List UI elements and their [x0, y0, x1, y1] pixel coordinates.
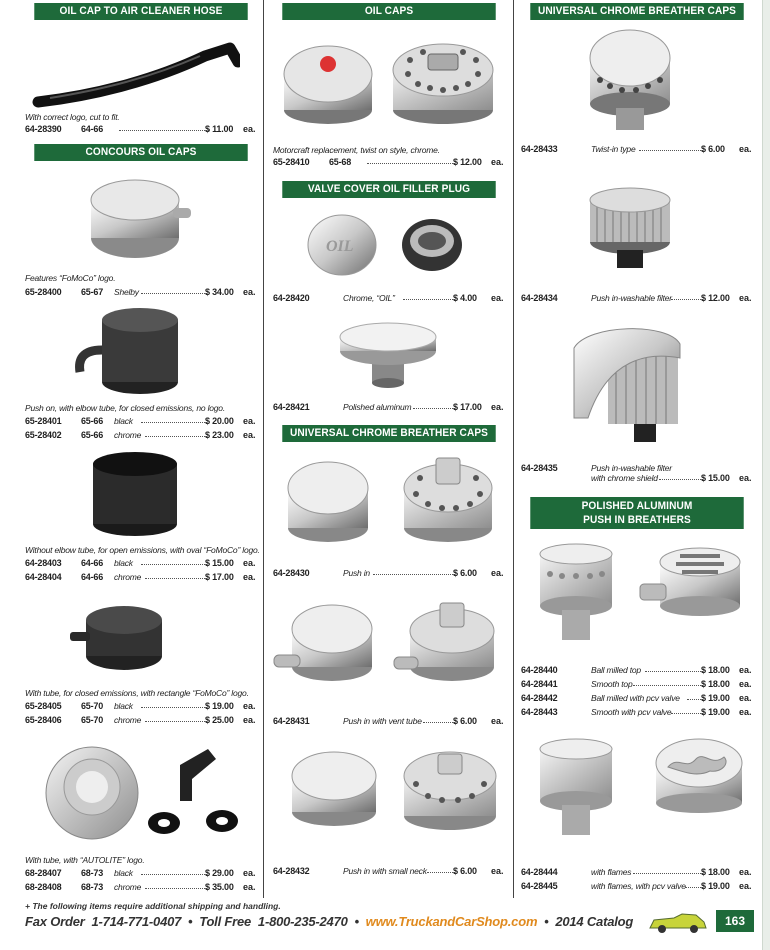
product-row [521, 664, 753, 676]
unit: ea. [243, 882, 256, 892]
leader-dots [367, 156, 455, 164]
leader-dots [145, 881, 207, 889]
price: $ 15.00 [205, 558, 234, 568]
variant: Push in with small neck [343, 866, 427, 876]
year-range: 64-66 [81, 124, 104, 134]
year-range: 65-66 [81, 416, 104, 426]
variant: Polished aluminum [343, 402, 412, 412]
variant: Twist-in type [591, 144, 636, 154]
price: $ 23.00 [205, 430, 234, 440]
variant: Smooth with pcv valve [591, 707, 672, 717]
price: $ 25.00 [205, 715, 234, 725]
product-row [25, 557, 257, 569]
product-row [25, 571, 257, 583]
product-row [273, 401, 505, 413]
product-row [521, 880, 753, 892]
leader-dots [633, 866, 703, 874]
price-value: 17.00 [212, 572, 234, 582]
price-value: 19.00 [708, 881, 730, 891]
unit: ea. [491, 293, 504, 303]
separator: • [354, 914, 359, 929]
leader-dots [373, 567, 455, 575]
price: $ 12.00 [701, 293, 730, 303]
leader-dots [141, 286, 207, 294]
product-row [273, 865, 505, 877]
product-row [273, 156, 505, 168]
section-header-breather-col2: UNIVERSAL CHROME BREATHER CAPS [282, 425, 495, 442]
product-row [25, 867, 257, 879]
unit: ea. [243, 715, 256, 725]
footer-contact [25, 914, 633, 929]
variant: Push in with vent tube [343, 716, 422, 726]
product-row [521, 692, 753, 704]
unit: ea. [243, 868, 256, 878]
unit: ea. [243, 416, 256, 426]
breather-vent-tube-image [272, 595, 504, 695]
leader-dots [141, 415, 207, 423]
part-number: 64-28404 [25, 572, 62, 582]
leader-dots [423, 715, 455, 723]
leader-dots [119, 123, 209, 131]
column-divider-1 [263, 0, 264, 898]
part-number: 64-28420 [273, 293, 310, 303]
price-value: 15.00 [708, 473, 730, 483]
shipping-note-text: The following items require additional shipping and handling. [32, 901, 281, 911]
part-number: 64-28421 [273, 402, 310, 412]
variant: Ball milled with pcv valve [591, 693, 680, 703]
concours-cap-elbow-image [72, 300, 192, 400]
variant: chrome [114, 715, 142, 725]
oil-cap-twist-image [278, 30, 503, 130]
oil-caps-desc: Motorcraft replacement, twist on style, chrome. [273, 145, 440, 155]
price-value: 34.00 [212, 287, 234, 297]
price: $ 35.00 [205, 882, 234, 892]
unit: ea. [491, 402, 504, 412]
concours-cap-tube-image [68, 592, 168, 678]
leader-dots [427, 865, 455, 873]
price: $ 19.00 [701, 881, 730, 891]
product-row [25, 415, 257, 427]
toll-free-number[interactable]: 1-800-235-2470 [257, 914, 348, 929]
part-number: 65-28400 [25, 287, 62, 297]
shipping-note [25, 901, 281, 911]
truck-logo-icon [648, 912, 708, 934]
unit: ea. [491, 568, 504, 578]
product-row [521, 678, 753, 690]
page-edge-stripe [762, 0, 770, 950]
part-number: 64-28444 [521, 867, 558, 877]
price-value: 18.00 [708, 679, 730, 689]
product-row [25, 429, 257, 441]
shipping-note-symbol: + [25, 901, 30, 911]
leader-dots [145, 571, 207, 579]
leader-dots [671, 292, 703, 300]
unit: ea. [491, 716, 504, 726]
product-row [273, 292, 505, 304]
part-number: 64-28430 [273, 568, 310, 578]
variant: Chrome, “OIL” [343, 293, 395, 303]
year-range: 64-66 [81, 558, 104, 568]
variant: Shelby [114, 287, 139, 297]
price-value: 12.00 [460, 157, 482, 167]
section-header-hose: OIL CAP TO AIR CLEANER HOSE [34, 3, 247, 20]
variant: Push in-washable filter [591, 293, 672, 303]
product-row [25, 881, 257, 893]
concours-desc-3: Without elbow tube, for open emissions, with oval “FoMoCo” logo. [25, 545, 260, 555]
price-value: 18.00 [708, 867, 730, 877]
price: $ 11.00 [205, 124, 234, 134]
part-number: 64-28435 [521, 463, 558, 473]
price: $ 18.00 [701, 665, 730, 675]
product-row [273, 567, 505, 579]
variant: chrome [114, 882, 142, 892]
page-number: 163 [716, 910, 754, 932]
price: $ 19.00 [701, 693, 730, 703]
part-number: 64-28390 [25, 124, 62, 134]
price: $ 17.00 [205, 572, 234, 582]
variant: black [114, 868, 133, 878]
unit: ea. [739, 144, 752, 154]
unit: ea. [739, 293, 752, 303]
fax-number[interactable]: 1-714-771-0407 [91, 914, 182, 929]
product-row [25, 714, 257, 726]
price: $ 19.00 [701, 707, 730, 717]
concours-desc-5: With tube, with “AUTOLITE” logo. [25, 855, 145, 865]
leader-dots [639, 143, 703, 151]
year-range: 65-68 [329, 157, 352, 167]
website-link[interactable]: www.TruckandCarShop.com [365, 914, 538, 929]
concours-desc-1: Features “FoMoCo” logo. [25, 273, 116, 283]
leader-dots [633, 678, 703, 686]
toll-free-label: Toll Free [199, 914, 252, 929]
aluminum-breather-ball-milled-image [526, 540, 754, 650]
section-header-valve-cover: VALVE COVER OIL FILLER PLUG [282, 181, 495, 198]
section-header-concours: CONCOURS OIL CAPS [34, 144, 247, 161]
leader-dots [141, 867, 207, 875]
part-number: 65-28406 [25, 715, 62, 725]
breather-twist-in-image [580, 24, 680, 139]
unit: ea. [739, 473, 752, 483]
part-number: 64-28403 [25, 558, 62, 568]
price-value: 19.00 [708, 693, 730, 703]
section-header-oil-caps: OIL CAPS [282, 3, 495, 20]
price-value: 12.00 [708, 293, 730, 303]
breather-chrome-shield-image [568, 318, 688, 448]
breather-small-neck-image [282, 742, 504, 842]
price: $ 6.00 [701, 144, 725, 154]
variant: chrome [114, 430, 142, 440]
product-row [25, 700, 257, 712]
price-value: 29.00 [212, 868, 234, 878]
product-row-cont [521, 472, 753, 484]
leader-dots [141, 557, 207, 565]
variant: black [114, 558, 133, 568]
concours-desc-2: Push on, with elbow tube, for closed emissions, no logo. [25, 403, 226, 413]
concours-cap-open-image [85, 446, 185, 542]
section-header-polished-aluminum [530, 497, 743, 529]
fax-label: Fax Order [25, 914, 85, 929]
unit: ea. [243, 287, 256, 297]
product-row [521, 143, 753, 155]
concours-desc-4: With tube, for closed emissions, with rectangle “FoMoCo” logo. [25, 688, 249, 698]
unit: ea. [739, 707, 752, 717]
price: $ 19.00 [205, 701, 234, 711]
unit: ea. [739, 867, 752, 877]
unit: ea. [491, 157, 504, 167]
part-number: 64-28443 [521, 707, 558, 717]
product-row [25, 286, 257, 298]
unit: ea. [491, 866, 504, 876]
price-value: 25.00 [212, 715, 234, 725]
plug-oil-text: OIL [326, 238, 354, 255]
concours-cap-shelby-image [85, 168, 195, 268]
price-value: 15.00 [212, 558, 234, 568]
price-value: 6.00 [460, 866, 477, 876]
variant: Push in-washable filter [591, 463, 672, 473]
price: $ 18.00 [701, 679, 730, 689]
unit: ea. [739, 679, 752, 689]
year-range: 68-73 [81, 882, 104, 892]
variant: black [114, 416, 133, 426]
part-number: 65-28410 [273, 157, 310, 167]
price-value: 6.00 [460, 716, 477, 726]
price: $ 6.00 [453, 866, 477, 876]
price-value: 35.00 [212, 882, 234, 892]
year-range: 65-70 [81, 715, 104, 725]
price: $ 12.00 [453, 157, 482, 167]
unit: ea. [243, 572, 256, 582]
price-value: 23.00 [212, 430, 234, 440]
valve-cover-plug-aluminum-image [338, 315, 438, 390]
leader-dots [413, 401, 455, 409]
product-row [521, 866, 753, 878]
variant: with flames [591, 867, 632, 877]
price-value: 11.00 [212, 124, 234, 134]
price: $ 29.00 [205, 868, 234, 878]
column-divider-2 [513, 0, 514, 898]
year-range: 64-66 [81, 572, 104, 582]
price: $ 17.00 [453, 402, 482, 412]
part-number: 68-28408 [25, 882, 62, 892]
price-value: 17.00 [460, 402, 482, 412]
part-number: 65-28401 [25, 416, 62, 426]
product-row [521, 292, 753, 304]
part-number: 68-28407 [25, 868, 62, 878]
variant-line2: with chrome shield [591, 473, 658, 483]
year-range: 65-66 [81, 430, 104, 440]
year-range: 65-70 [81, 701, 104, 711]
part-number: 64-28445 [521, 881, 558, 891]
price: $ 6.00 [453, 716, 477, 726]
leader-dots [141, 700, 207, 708]
unit: ea. [739, 665, 752, 675]
separator: • [544, 914, 549, 929]
leader-dots [145, 429, 207, 437]
leader-dots [671, 706, 703, 714]
hose-desc: With correct logo, cut to fit. [25, 112, 120, 122]
year-range: 68-73 [81, 868, 104, 878]
price-value: 19.00 [708, 707, 730, 717]
unit: ea. [243, 430, 256, 440]
variant: black [114, 701, 133, 711]
variant: Ball milled top [591, 665, 641, 675]
price: $ 34.00 [205, 287, 234, 297]
variant: Push in [343, 568, 370, 578]
year-range: 65-67 [81, 287, 104, 297]
price-value: 6.00 [460, 568, 477, 578]
header-line-2: PUSH IN BREATHERS [583, 514, 691, 526]
price-value: 6.00 [708, 144, 725, 154]
part-number: 64-28434 [521, 293, 558, 303]
breather-washable-filter-image [585, 172, 675, 272]
product-row [25, 123, 257, 135]
unit: ea. [739, 881, 752, 891]
leader-dots [645, 664, 703, 672]
part-number: 64-28442 [521, 693, 558, 703]
autolite-cap-image [40, 735, 250, 850]
variant: Smooth top [591, 679, 633, 689]
unit: ea. [243, 701, 256, 711]
price: $ 18.00 [701, 867, 730, 877]
part-number: 64-28433 [521, 144, 558, 154]
breather-push-in-image [280, 450, 502, 550]
valve-cover-plug-chrome-image [300, 205, 480, 280]
leader-dots [145, 714, 207, 722]
price-value: 18.00 [708, 665, 730, 675]
price-value: 4.00 [460, 293, 477, 303]
aluminum-breather-flames-image [526, 733, 754, 843]
leader-dots [659, 472, 703, 480]
price-value: 19.00 [212, 701, 234, 711]
price: $ 15.00 [701, 473, 730, 483]
product-row [273, 715, 505, 727]
hose-image [30, 30, 240, 120]
variant: with flames, with pcv valve [591, 881, 686, 891]
catalog-year: 2014 Catalog [555, 914, 634, 929]
price: $ 6.00 [453, 568, 477, 578]
unit: ea. [243, 124, 256, 134]
unit: ea. [243, 558, 256, 568]
part-number: 65-28405 [25, 701, 62, 711]
price-value: 20.00 [212, 416, 234, 426]
part-number: 64-28431 [273, 716, 310, 726]
header-line-1: POLISHED ALUMINUM [581, 500, 693, 512]
part-number: 65-28402 [25, 430, 62, 440]
variant: chrome [114, 572, 142, 582]
product-row [521, 706, 753, 718]
unit: ea. [739, 693, 752, 703]
separator: • [188, 914, 193, 929]
price: $ 20.00 [205, 416, 234, 426]
section-header-breather-col3: UNIVERSAL CHROME BREATHER CAPS [530, 3, 743, 20]
part-number: 64-28440 [521, 665, 558, 675]
price: $ 4.00 [453, 293, 477, 303]
part-number: 64-28432 [273, 866, 310, 876]
leader-dots [403, 292, 455, 300]
part-number: 64-28441 [521, 679, 558, 689]
